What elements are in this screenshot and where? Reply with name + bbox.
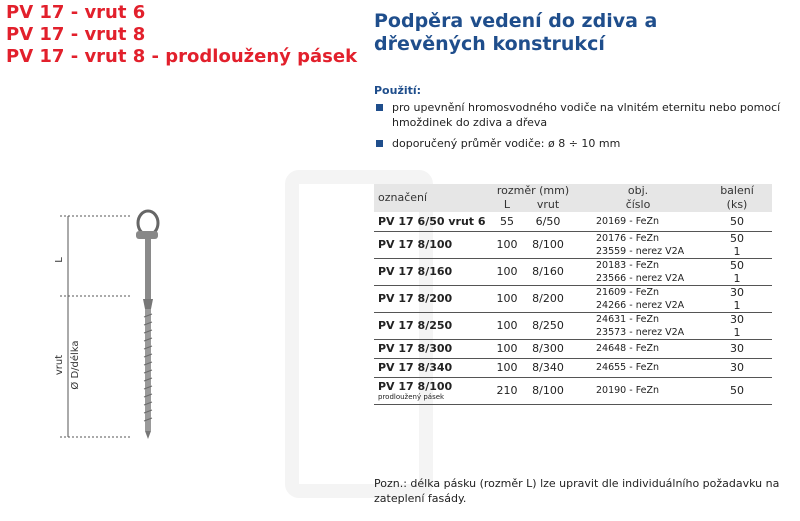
usage-list <box>374 100 794 157</box>
order-number: 20190 - FeZn <box>596 385 660 396</box>
usage-item-text: doporučený průměr vodiče: ø 8 ÷ 10 mm <box>392 137 621 150</box>
order-number: 23573 - nerez V2A <box>596 326 685 338</box>
cell-packaging <box>702 377 772 404</box>
cell-packaging <box>702 312 772 339</box>
cell-L <box>492 339 522 358</box>
cell-designation <box>374 231 492 258</box>
cell-packaging <box>702 231 772 258</box>
packaging-count: 1 <box>733 271 741 285</box>
order-number: 21609 - FeZn <box>596 286 660 298</box>
cell-designation-text: PV 17 8/200 <box>378 292 453 305</box>
cell-screw-text: 8/100 <box>532 384 564 397</box>
usage-item <box>374 136 794 151</box>
cell-packaging <box>702 285 772 312</box>
table-row <box>374 231 772 258</box>
cell-L-text: 100 <box>496 342 518 355</box>
cell-L-text: 100 <box>496 361 518 374</box>
order-number: 20176 - FeZn <box>596 232 660 244</box>
cell-designation <box>374 312 492 339</box>
order-number: 23559 - nerez V2A <box>596 245 685 257</box>
packaging-count: 50 <box>730 231 744 245</box>
spec-table <box>374 184 772 405</box>
dimension-label-L: L <box>54 257 65 263</box>
order-number: 24655 - FeZn <box>596 362 660 373</box>
order-number: 20183 - FeZn <box>596 259 660 271</box>
table-row <box>374 285 772 312</box>
cell-designation-text: PV 17 8/300 <box>378 342 453 355</box>
order-number: 24631 - FeZn <box>596 313 660 325</box>
cell-L-text: 100 <box>496 292 518 305</box>
order-number: 20169 - FeZn <box>596 215 660 227</box>
cell-designation <box>374 258 492 285</box>
packaging-count: 1 <box>733 244 741 258</box>
cell-designation-text: PV 17 6/50 vrut 6 <box>378 214 486 228</box>
cell-L <box>492 285 522 312</box>
header-L: L <box>503 198 511 211</box>
packaging-count: 1 <box>733 298 741 312</box>
packaging-count: 30 <box>730 342 744 355</box>
cell-L <box>492 312 522 339</box>
cell-screw-text: 8/300 <box>532 342 564 355</box>
cell-screw-text: 6/50 <box>535 214 561 228</box>
bullet-square-icon <box>376 140 383 147</box>
cell-designation-text: PV 17 8/100 <box>378 238 453 251</box>
header-screw: vrut <box>536 198 560 211</box>
usage-item <box>374 100 794 130</box>
cell-screw <box>522 377 574 404</box>
product-title-3: PV 17 - vrut 8 - prodloužený pásek <box>6 46 358 67</box>
cell-screw <box>522 231 574 258</box>
cell-order-number <box>574 377 702 404</box>
cell-L <box>492 212 522 231</box>
cell-L-text: 100 <box>496 238 518 251</box>
packaging-count: 30 <box>730 285 744 299</box>
order-number: 24648 - FeZn <box>596 343 660 354</box>
packaging-count: 1 <box>733 325 741 339</box>
cell-screw <box>522 358 574 377</box>
cell-screw <box>522 285 574 312</box>
packaging-count: 50 <box>730 214 744 228</box>
cell-designation-sub: prodloužený pásek <box>378 393 445 401</box>
usage-label: Použití: <box>374 84 422 97</box>
cell-packaging <box>702 258 772 285</box>
dimension-label-diameter: Ø D/délka <box>70 340 81 390</box>
cell-L-text: 100 <box>496 265 518 278</box>
cell-order-number <box>574 258 702 285</box>
cell-order-number <box>574 339 702 358</box>
header-pieces: (ks) <box>726 198 748 211</box>
cell-order-number <box>574 312 702 339</box>
bullet-square-icon <box>376 104 383 111</box>
table-row <box>374 339 772 358</box>
cell-packaging <box>702 339 772 358</box>
table-header-row <box>374 184 772 198</box>
page-title: Podpěra vedení do zdiva a dřevěných konstrukcí <box>374 10 658 55</box>
cell-designation <box>374 358 492 377</box>
cell-screw-text: 8/340 <box>532 361 564 374</box>
cell-packaging <box>702 358 772 377</box>
cell-L-text: 210 <box>496 384 518 397</box>
table-row <box>374 358 772 377</box>
packaging-count: 30 <box>730 361 744 374</box>
footnote: Pozn.: délka pásku (rozměr L) lze upravit dle individuálního požadavku na zateplení fasády. <box>374 477 780 505</box>
cell-designation-text: PV 17 8/160 <box>378 265 453 278</box>
packaging-count: 50 <box>730 258 744 272</box>
cell-L <box>492 258 522 285</box>
cell-screw-text: 8/160 <box>532 265 564 278</box>
product-title-2: PV 17 - vrut 8 <box>6 24 146 45</box>
cell-order-number <box>574 212 702 231</box>
cell-designation-text: PV 17 8/250 <box>378 319 453 332</box>
cell-designation <box>374 285 492 312</box>
cell-L <box>492 377 522 404</box>
cell-packaging <box>702 212 772 231</box>
header-pack: balení <box>720 184 754 197</box>
header-obj: obj. <box>627 184 649 197</box>
header-designation: označení <box>378 191 428 204</box>
order-number: 23566 - nerez V2A <box>596 272 685 284</box>
table-row <box>374 212 772 231</box>
product-title-1: PV 17 - vrut 6 <box>6 2 146 23</box>
cell-screw-text: 8/100 <box>532 238 564 251</box>
cell-designation-text: PV 17 8/100 <box>378 380 453 393</box>
usage-item-text: pro upevnění hromosvodného vodiče na vlnitém eternitu nebo pomocí hmoždinek do zdiva a dřeva <box>392 101 781 129</box>
header-dimension: rozměr (mm) <box>496 184 570 197</box>
table-row <box>374 377 772 404</box>
packaging-count: 50 <box>730 384 744 397</box>
cell-L <box>492 358 522 377</box>
header-number: číslo <box>625 198 651 211</box>
packaging-count: 30 <box>730 312 744 326</box>
cell-screw-text: 8/250 <box>532 319 564 332</box>
cell-designation <box>374 377 492 404</box>
order-number: 24266 - nerez V2A <box>596 299 685 311</box>
cell-L-text: 55 <box>500 214 514 228</box>
product-titles <box>6 2 357 68</box>
support-drawing <box>40 205 170 445</box>
cell-L-text: 100 <box>496 319 518 332</box>
cell-order-number <box>574 231 702 258</box>
cell-screw <box>522 339 574 358</box>
cell-screw-text: 8/200 <box>532 292 564 305</box>
cell-order-number <box>574 285 702 312</box>
cell-screw <box>522 312 574 339</box>
table-row <box>374 312 772 339</box>
cell-screw <box>522 258 574 285</box>
cell-L <box>492 231 522 258</box>
table-row <box>374 258 772 285</box>
cell-order-number <box>574 358 702 377</box>
support-part-icon <box>136 211 158 439</box>
cell-designation-text: PV 17 8/340 <box>378 361 453 374</box>
cell-screw <box>522 212 574 231</box>
cell-designation <box>374 212 492 231</box>
dimension-label-screw: vrut <box>54 354 65 376</box>
cell-designation <box>374 339 492 358</box>
